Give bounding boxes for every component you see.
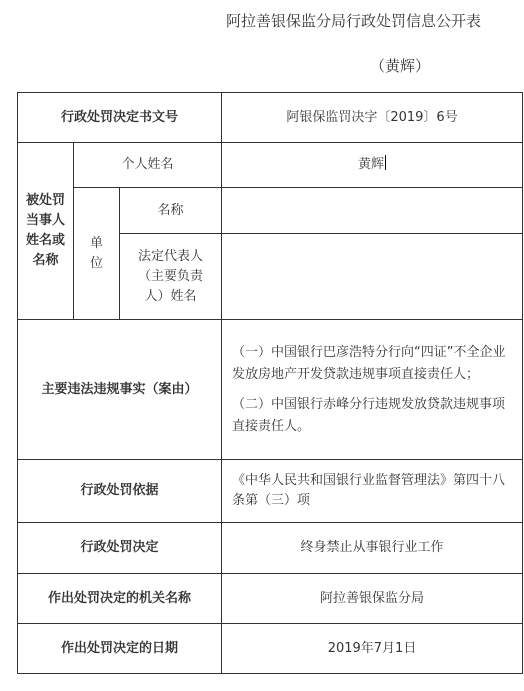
legal-rep-value (222, 234, 523, 320)
basis-value: 《中华人民共和国银行业监督管理法》第四十八条第（三）项 (222, 460, 523, 523)
table-row (18, 320, 523, 460)
unit-name-label: 名称 (120, 188, 222, 234)
table-row (18, 143, 523, 188)
table-row (18, 460, 523, 523)
doc-no-value: 阿银保监罚决字〔2019〕6号 (222, 93, 523, 143)
table-row (18, 523, 523, 574)
person-name-value: 黄辉 (358, 157, 385, 172)
decision-label: 行政处罚决定 (18, 523, 222, 574)
person-name-cell (222, 143, 523, 188)
party-label: 被处罚当事人姓名或名称 (25, 193, 65, 268)
doc-no-label: 行政处罚决定书文号 (18, 93, 222, 143)
facts-label: 主要违法违规事实（案由） (18, 320, 222, 460)
facts-item-2: （二）中国银行赤峰分行违规发放贷款违规事项直接责任人。 (232, 396, 506, 434)
date-label: 作出处罚决定的日期 (18, 624, 222, 674)
decision-value: 终身禁止从事银行业工作 (222, 523, 523, 574)
table-row (18, 93, 523, 143)
person-name-label: 个人姓名 (74, 143, 222, 188)
date-value: 2019年7月1日 (222, 624, 523, 674)
table-row (18, 574, 523, 624)
authority-label: 作出处罚决定的机关名称 (18, 574, 222, 624)
page-subtitle: （黄辉） (370, 57, 431, 75)
authority-value: 阿拉善银保监分局 (222, 574, 523, 624)
facts-item-1: （一）中国银行巴彦浩特分行向“四证”不全企业发放房地产开发贷款违规事项直接责任人； (232, 344, 506, 382)
unit-label: 单位 (89, 235, 103, 271)
page-title: 阿拉善银保监分局行政处罚信息公开表 (226, 12, 482, 30)
facts-cell (222, 320, 523, 460)
party-label-cell (18, 143, 74, 320)
penalty-info-table (17, 92, 523, 674)
table-row (18, 624, 523, 674)
basis-label: 行政处罚依据 (18, 460, 222, 523)
text-cursor (385, 155, 386, 170)
legal-rep-label: 法定代表人（主要负责人）姓名 (120, 234, 222, 320)
unit-name-value (222, 188, 523, 234)
unit-label-cell (74, 188, 120, 320)
table-row (18, 188, 523, 234)
